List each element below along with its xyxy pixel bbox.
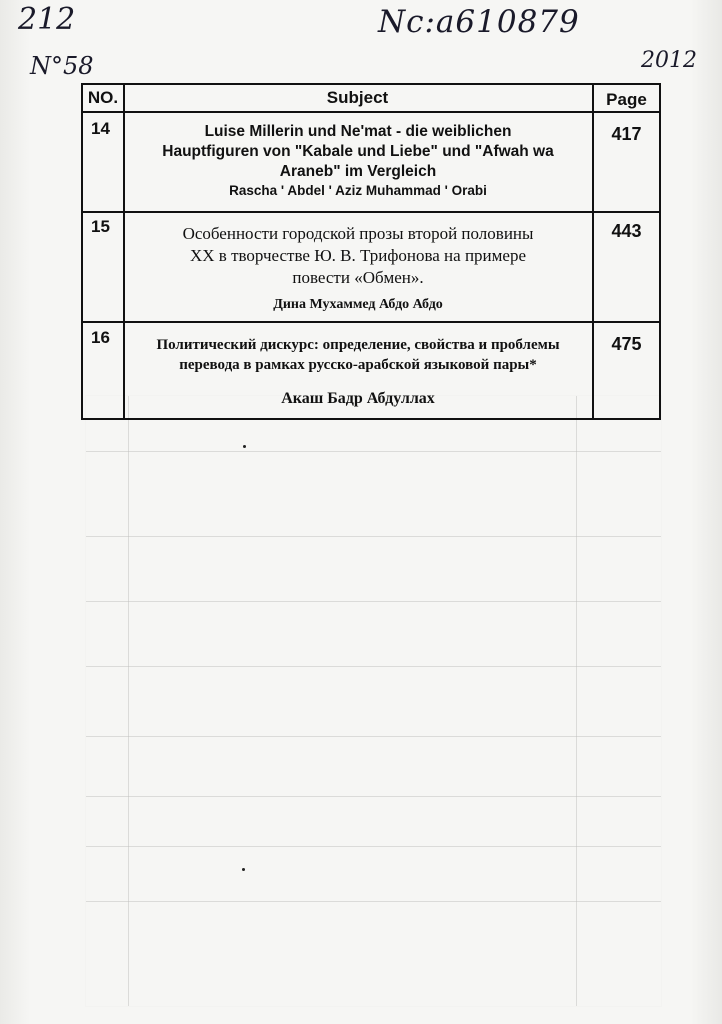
- ghost-column-line: [576, 396, 577, 1006]
- ghost-row-line: [86, 796, 661, 797]
- title-line: повести «Обмен».: [292, 268, 424, 287]
- speck: [243, 445, 246, 448]
- speck: [242, 868, 245, 871]
- title-line: Особенности городской прозы второй половины: [182, 224, 534, 243]
- article-author: Rascha ' Abdel ' Aziz Muhammad ' Orabi: [229, 183, 487, 198]
- page-number: 443: [611, 221, 642, 241]
- handwritten-year: 2012: [641, 48, 697, 73]
- title-line: Hauptfiguren von "Kabale und Liebe" und "Afwah wa: [162, 143, 554, 160]
- page-number: 475: [611, 334, 642, 354]
- header-subject: Subject: [326, 88, 389, 107]
- row-divider: [83, 211, 659, 213]
- row-number: 16: [91, 328, 110, 347]
- page-number: 417: [611, 124, 642, 144]
- row-number: 14: [91, 119, 110, 138]
- row-number: 15: [91, 217, 110, 236]
- handwritten-issue-number: N°58: [30, 52, 94, 80]
- contents-table: [81, 83, 661, 420]
- title-line: перевода в рамках русско-арабской языковой пары*: [179, 357, 537, 373]
- ghost-row-line: [86, 601, 661, 602]
- header-page: Page: [606, 90, 647, 109]
- ghost-row-line: [86, 736, 661, 737]
- article-author: Дина Мухаммед Абдо Абдо: [273, 297, 443, 312]
- handwritten-page-number: 212: [18, 2, 76, 37]
- header-no: NO.: [87, 88, 119, 107]
- ghost-column-line: [128, 396, 129, 1006]
- column-divider-no: [123, 85, 125, 418]
- row-divider: [83, 321, 659, 323]
- title-line: XX в творчестве Ю. В. Трифонова на примере: [189, 246, 526, 265]
- ghost-row-line: [86, 536, 661, 537]
- title-line: Политический дискурс: определение, свойства и проблемы: [156, 337, 560, 353]
- show-through-ghost-table: [85, 395, 662, 1007]
- ghost-row-line: [86, 846, 661, 847]
- article-title: [127, 335, 589, 375]
- title-line: Luise Millerin und Ne'mat - die weiblichen: [204, 123, 512, 140]
- ghost-row-line: [86, 451, 661, 452]
- ghost-row-line: [86, 901, 661, 902]
- handwritten-catalog-code: Nc:a610879: [378, 4, 580, 40]
- title-line: Araneb" im Vergleich: [279, 163, 437, 180]
- article-title: [127, 122, 589, 182]
- article-title: [127, 223, 589, 289]
- header-divider: [83, 111, 659, 113]
- ghost-row-line: [86, 666, 661, 667]
- article-author: Акаш Бадр Абдуллах: [281, 390, 435, 407]
